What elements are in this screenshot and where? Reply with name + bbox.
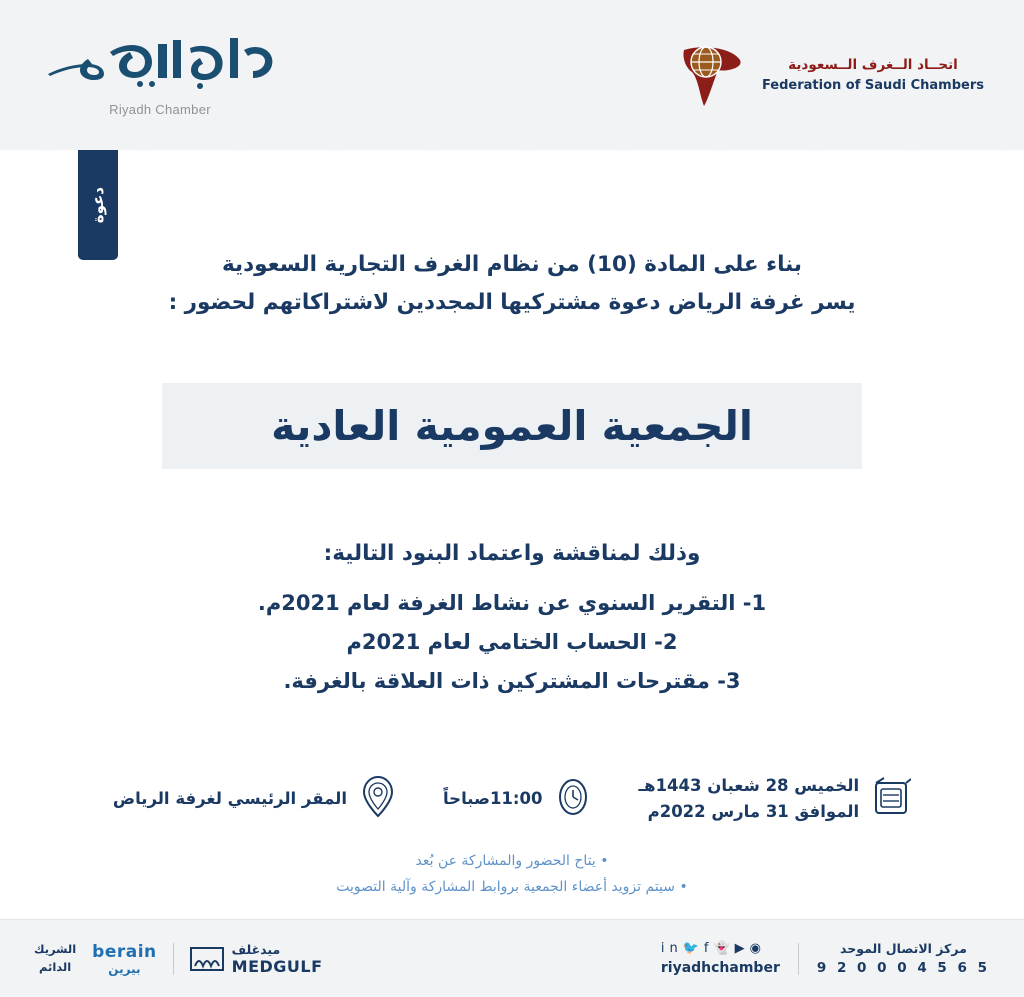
event-location-text: المقر الرئيسي لغرفة الرياض xyxy=(112,788,347,808)
contact-center-number: 9 2 0 0 0 4 5 6 5 xyxy=(816,960,990,976)
agenda-lead: وذلك لمناقشة واعتماد البنود التالية: xyxy=(323,541,701,567)
intro-line-1: بناء على المادة (10) من نظام الغرف التجارية السعودية xyxy=(221,252,803,277)
instagram-icon[interactable]: ◉ xyxy=(749,941,767,956)
event-note: • يتاح الحضور والمشاركة عن بُعد xyxy=(415,852,609,869)
list-item: 1- التقرير السنوي عن نشاط الغرفة لعام 2021م. xyxy=(257,591,767,616)
zigzag-divider xyxy=(0,129,1024,151)
list-item: 3- مقترحات المشتركين ذات العلاقة بالغرفة. xyxy=(283,668,741,693)
berain-logo xyxy=(92,942,156,976)
linkedin-icon[interactable]: in xyxy=(660,941,683,956)
riyadh-chamber-arabic-logo xyxy=(40,34,280,90)
event-notes xyxy=(48,848,976,901)
federation-globe-icon xyxy=(674,38,748,112)
partner-label-line-1: الشريك xyxy=(34,942,77,957)
clock-icon xyxy=(554,776,592,822)
footer-divider xyxy=(798,943,799,975)
list-item: 2- الحساب الختامي لعام 2021م xyxy=(346,630,678,655)
invitation-bookmark-tab xyxy=(78,150,118,260)
event-date xyxy=(638,773,911,826)
contact-center xyxy=(817,941,990,976)
medgulf-logo xyxy=(190,942,323,976)
federation-logo xyxy=(674,38,984,112)
footer-partners-block xyxy=(34,941,323,976)
intro-block xyxy=(48,246,976,321)
event-time-text: 11:00صباحاً xyxy=(442,788,543,808)
poster-header xyxy=(0,0,1024,150)
agenda-list xyxy=(48,584,976,701)
social-block xyxy=(661,941,780,976)
map-pin-icon xyxy=(359,774,397,824)
partner-label-line-2: الدائم xyxy=(38,959,72,974)
poster-footer xyxy=(0,919,1024,997)
berain-english-name: berain xyxy=(92,941,157,962)
main-title-band xyxy=(162,383,862,469)
social-handle: riyadhchamber xyxy=(660,960,780,976)
medgulf-arabic-name: ميدغلف xyxy=(231,941,281,957)
footer-contact-block xyxy=(661,941,990,976)
contact-center-label: مركز الاتصال الموحد xyxy=(840,941,967,956)
youtube-icon[interactable]: ▶ xyxy=(734,941,750,956)
berain-arabic-name: بيرين xyxy=(108,961,141,976)
riyadh-chamber-logo xyxy=(40,34,280,117)
riyadh-chamber-english-name: Riyadh Chamber xyxy=(109,101,211,117)
event-time xyxy=(443,776,593,822)
event-date-hijri: الخميس 28 شعبان 1443هـ xyxy=(638,775,860,795)
facebook-icon[interactable]: f xyxy=(703,941,714,956)
intro-line-2: يسر غرفة الرياض دعوة مشتركيها المجددين لاشتراكاتهم لحضور : xyxy=(168,289,856,315)
snapchat-icon[interactable]: 👻 xyxy=(713,941,735,956)
federation-english-name: Federation of Saudi Chambers xyxy=(761,77,984,93)
event-note: • سيتم تزويد أعضاء الجمعية بروابط المشاركة وآلية التصويت xyxy=(336,879,688,896)
medgulf-english-name: MEDGULF xyxy=(231,956,323,976)
federation-arabic-name: اتحــاد الــغرف الــسعودية xyxy=(788,56,958,73)
event-date-gregorian: الموافق 31 مارس 2022م xyxy=(647,802,860,822)
twitter-icon[interactable]: 🐦 xyxy=(682,941,704,956)
event-details xyxy=(48,773,976,826)
medgulf-mark-icon xyxy=(190,944,224,974)
page-title: الجمعية العمومية العادية xyxy=(271,401,753,450)
calendar-icon xyxy=(871,776,911,822)
event-location xyxy=(113,774,397,824)
bookmark-label: دعوة xyxy=(89,186,107,224)
footer-divider-2 xyxy=(173,943,174,975)
social-icons[interactable] xyxy=(661,941,780,956)
poster-content xyxy=(0,150,1024,901)
permanent-partner-label xyxy=(34,941,76,976)
